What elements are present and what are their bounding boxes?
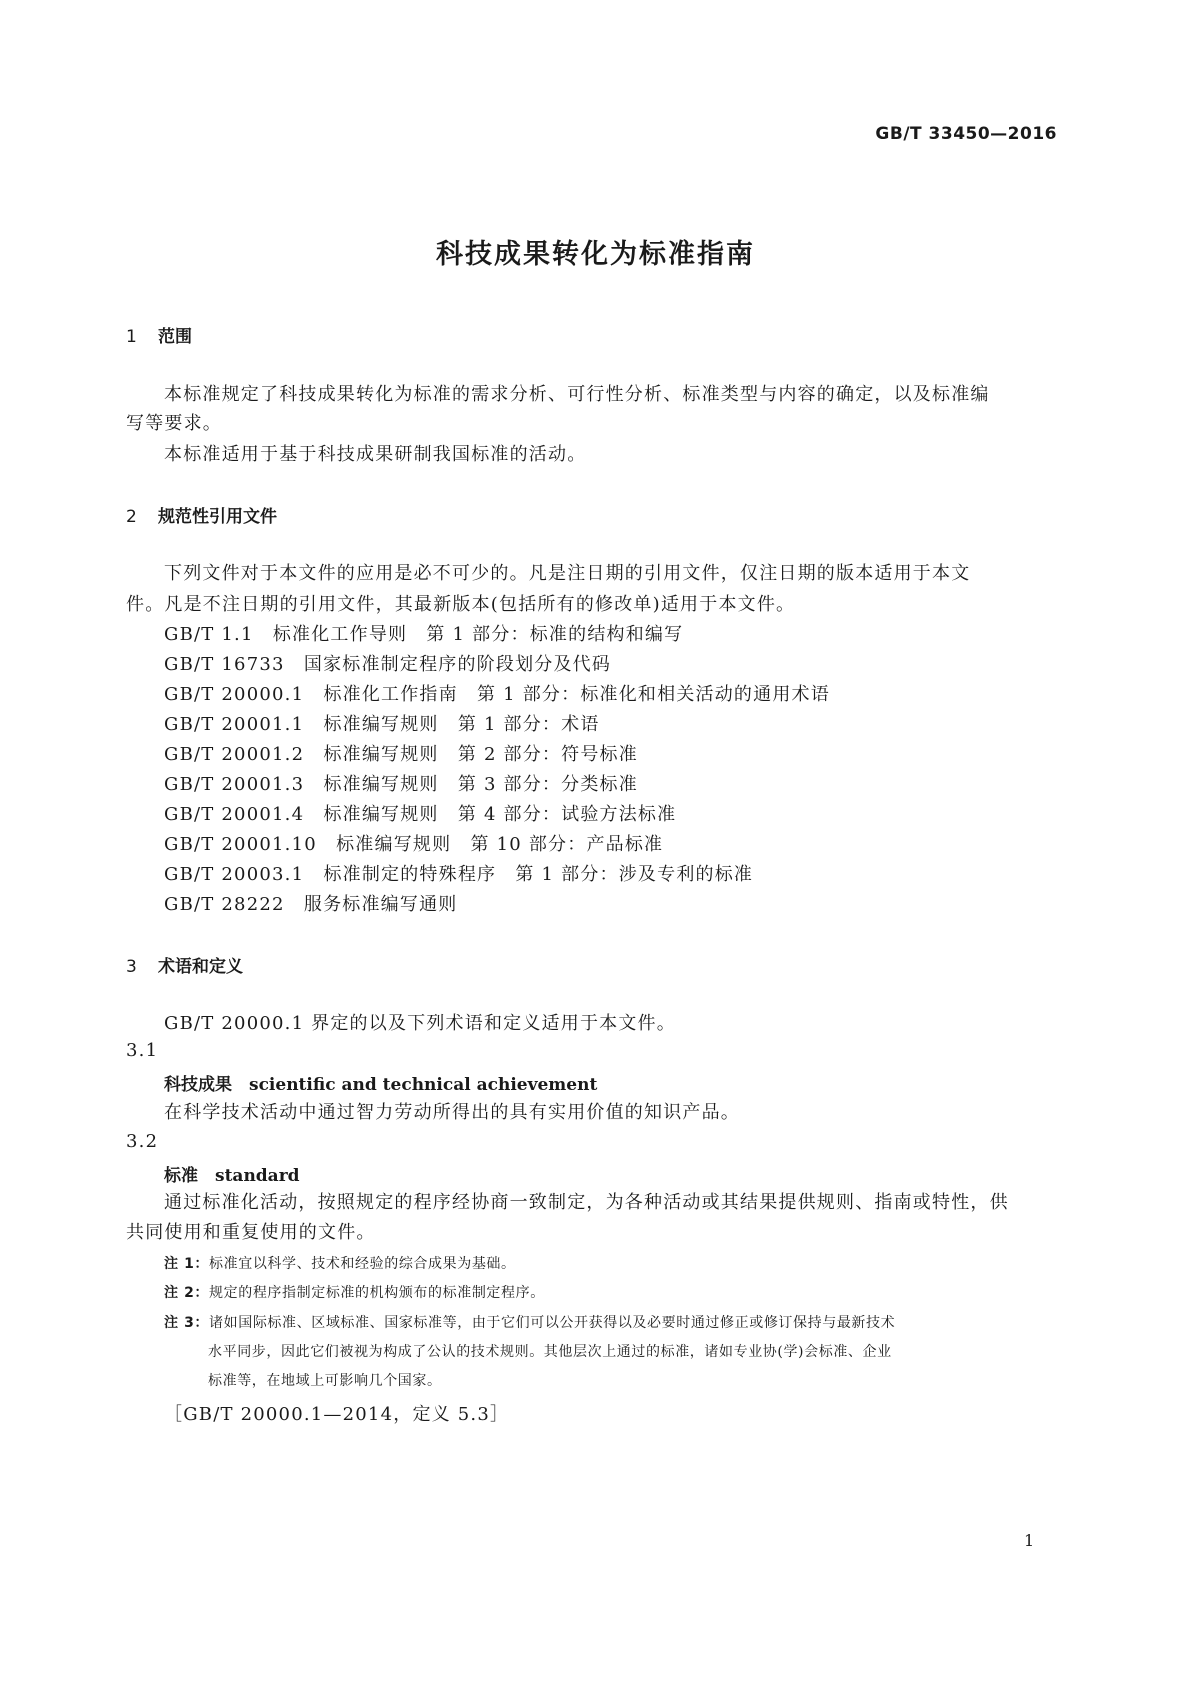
section-1-para1-line2: 写等要求。 (126, 413, 222, 434)
reference-title: 标准编写规则 第 1 部分：术语 (323, 714, 600, 735)
reference-item (164, 740, 638, 766)
note-3-line2: 水平同步，因此它们被视为构成了公认的技术规则。其他层次上通过的标准，诸如专业协(学)会标准、企业 (208, 1344, 892, 1360)
section-2-heading (126, 502, 277, 527)
note-2 (164, 1282, 545, 1302)
term-3-2-zh: 标准 (164, 1166, 198, 1186)
reference-code: GB/T 1.1 (164, 624, 254, 645)
term-3-2-definition-line1: 通过标准化活动，按照规定的程序经协商一致制定，为各种活动或其结果提供规则、指南或特性，供 (164, 1192, 1009, 1213)
reference-code: GB/T 20001.10 (164, 834, 317, 855)
note-1-text: 标准宜以科学、技术和经验的综合成果为基础。 (209, 1256, 516, 1272)
note-1 (164, 1253, 516, 1273)
term-3-1-zh: 科技成果 (164, 1075, 232, 1095)
term-3-1-heading (164, 1070, 597, 1095)
reference-title: 标准化工作导则 第 1 部分：标准的结构和编写 (272, 624, 684, 645)
note-3 (164, 1312, 895, 1332)
reference-title: 标准制定的特殊程序 第 1 部分：涉及专利的标准 (323, 864, 754, 885)
section-1-heading (126, 322, 192, 347)
term-3-2-definition-line2: 共同使用和重复使用的文件。 (126, 1222, 376, 1243)
term-3-1-number: 3.1 (126, 1040, 159, 1061)
term-3-2-heading (164, 1161, 300, 1186)
reference-title: 标准编写规则 第 4 部分：试验方法标准 (323, 804, 677, 825)
reference-code: GB/T 20001.3 (164, 774, 305, 795)
reference-title: 国家标准制定程序的阶段划分及代码 (303, 654, 612, 675)
reference-item (164, 620, 683, 646)
page-number: 1 (1024, 1531, 1035, 1550)
reference-code: GB/T 20000.1 (164, 684, 305, 705)
term-3-2-number: 3.2 (126, 1131, 159, 1152)
reference-item (164, 800, 676, 826)
section-2-title: 规范性引用文件 (158, 507, 277, 527)
reference-item (164, 650, 611, 676)
reference-code: GB/T 20003.1 (164, 864, 305, 885)
reference-title: 标准化工作指南 第 1 部分：标准化和相关活动的通用术语 (323, 684, 830, 705)
section-3-number: 3 (126, 957, 137, 977)
note-3-label: 注 3： (164, 1315, 210, 1331)
section-1-para2: 本标准适用于基于科技成果研制我国标准的活动。 (164, 444, 587, 465)
reference-code: GB/T 28222 (164, 894, 285, 915)
reference-code: GB/T 20001.1 (164, 714, 305, 735)
section-3-intro: GB/T 20000.1 界定的以及下列术语和定义适用于本文件。 (164, 1013, 676, 1034)
reference-code: GB/T 20001.2 (164, 744, 305, 765)
section-2-number: 2 (126, 507, 137, 527)
note-3-line3: 标准等，在地域上可影响几个国家。 (208, 1373, 442, 1389)
section-3-title: 术语和定义 (158, 957, 243, 977)
term-3-2-source: ［GB/T 20000.1—2014，定义 5.3］ (164, 1404, 510, 1425)
reference-title: 服务标准编写通则 (303, 894, 458, 915)
reference-title: 标准编写规则 第 10 部分：产品标准 (336, 834, 664, 855)
reference-item (164, 890, 457, 916)
reference-item (164, 830, 663, 856)
reference-item (164, 680, 830, 706)
reference-title: 标准编写规则 第 3 部分：分类标准 (323, 774, 638, 795)
reference-title: 标准编写规则 第 2 部分：符号标准 (323, 744, 638, 765)
note-1-label: 注 1： (164, 1256, 210, 1272)
reference-item (164, 770, 638, 796)
section-3-heading (126, 952, 243, 977)
section-2-intro-line1: 下列文件对于本文件的应用是必不可少的。凡是注日期的引用文件，仅注日期的版本适用于本文 (164, 563, 971, 584)
section-2-intro-line2: 件。凡是不注日期的引用文件，其最新版本(包括所有的修改单)适用于本文件。 (126, 594, 796, 615)
term-3-1-definition: 在科学技术活动中通过智力劳动所得出的具有实用价值的知识产品。 (164, 1102, 740, 1123)
section-1-title: 范围 (158, 327, 192, 347)
term-3-1-en: scientific and technical achievement (249, 1075, 598, 1095)
reference-code: GB/T 16733 (164, 654, 285, 675)
note-3-line1: 诸如国际标准、区域标准、国家标准等，由于它们可以公开获得以及必要时通过修正或修订保持与最新技术 (209, 1315, 896, 1331)
reference-item (164, 710, 600, 736)
section-1-para1-line1: 本标准规定了科技成果转化为标准的需求分析、可行性分析、标准类型与内容的确定，以及标准编 (164, 384, 990, 405)
standard-number: GB/T 33450—2016 (875, 124, 1057, 144)
term-3-2-en: standard (215, 1166, 300, 1186)
note-2-label: 注 2： (164, 1285, 210, 1301)
section-1-number: 1 (126, 327, 137, 347)
reference-code: GB/T 20001.4 (164, 804, 305, 825)
note-2-text: 规定的程序指制定标准的机构颁布的标准制定程序。 (209, 1285, 545, 1301)
reference-item (164, 860, 753, 886)
document-title: 科技成果转化为标准指南 (436, 239, 755, 270)
